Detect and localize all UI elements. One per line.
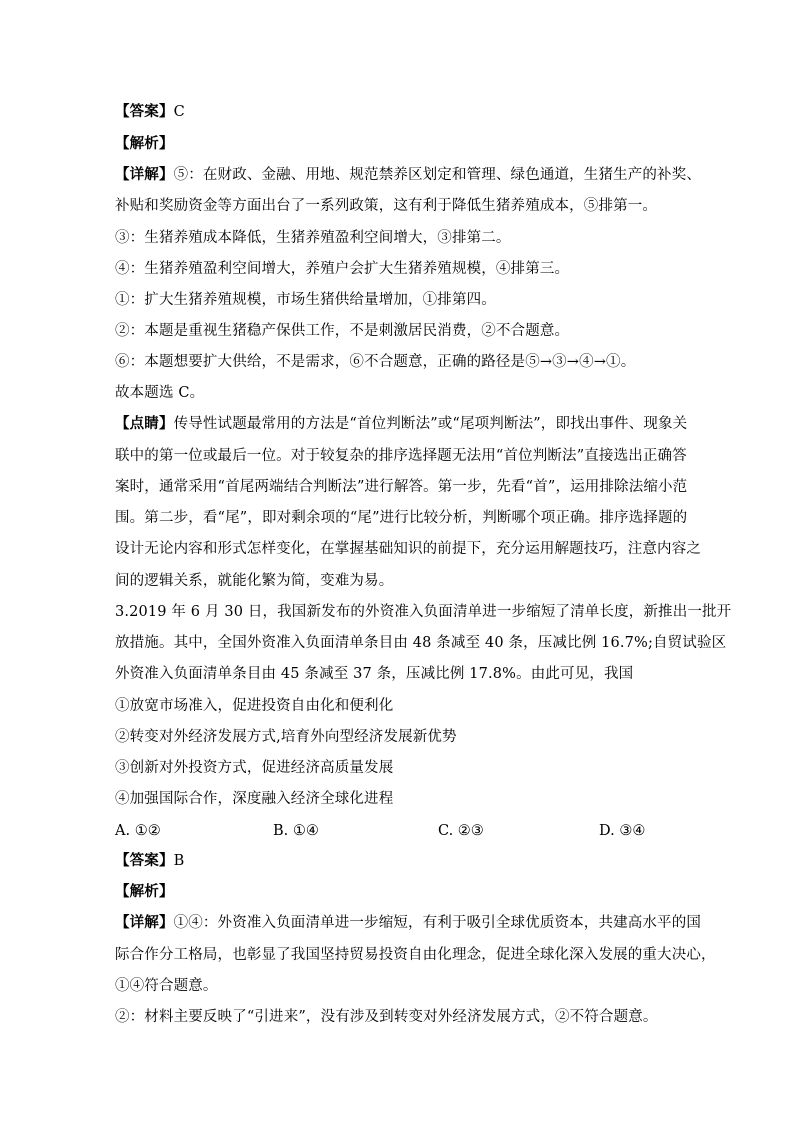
tip-line: 案时，通常采用“首尾两端结合判断法”进行解答。第一步，先看“首”，运用排除法缩小范 [115,479,688,495]
detail-tag: 【详解】 [115,166,174,183]
detail-line: ②：本题是重视生猪稳产保供工作，不是刺激居民消费，②不合题意。 [115,323,570,339]
answer-tag: 【答案】 [115,103,174,120]
detail-line: 际合作分工格局，也彰显了我国坚持贸易投资自由化理念，促进全球化深入发展的重大决心， [115,947,716,963]
detail-line: ②：材料主要反映了“引进来”，没有涉及到转变对外经济发展方式，②不符合题意。 [115,1009,658,1025]
detail-line: ④：生猪养殖盈利空间增大，养殖户会扩大生猪养殖规模，④排第三。 [115,261,570,277]
option-c: C. ②③ [438,823,484,839]
tip-line [115,414,687,434]
question-stem-line: 外资准入负面清单条目由 45 条减至 37 条，压减比例 17.8%。由此可见，我国 [115,666,634,682]
answer-value: C [173,104,185,120]
tip-line: 围。第二步，看“尾”，即对剩余项的“尾”进行比较分析，判断哪个项正确。排序选择题的 [115,510,688,526]
statement-item: ③创新对外投资方式，促进经济高质量发展 [115,760,394,776]
detail-text: ⑤：在财政、金融、用地、规范禁养区划定和管理、绿色通道，生猪生产的补奖、 [173,167,702,183]
detail-line: 补贴和奖励资金等方面出台了一系列政策，这有利于降低生猪养殖成本，⑤排第一。 [115,198,658,214]
detail-line: ③：生猪养殖成本降低，生猪养殖盈利空间增大，③排第二。 [115,230,511,246]
option-b: B. ①④ [273,823,319,839]
detail-line: ①④符合题意。 [115,978,218,994]
tip-line: 联中的第一位或最后一位。对于较复杂的排序选择题无法用“首位判断法”直接选出正确答 [115,448,687,464]
detail-line [115,165,701,185]
detail-tag: 【详解】 [115,914,174,931]
statement-item: ①放宽市场准入，促进投资自由化和便利化 [115,698,394,714]
answer-tag: 【答案】 [115,852,174,869]
statement-item: ②转变对外经济发展方式,培育外向型经济发展新优势 [115,729,457,745]
answer-line [115,102,185,122]
option-a: A. ①② [115,823,161,839]
answer-value: B [173,853,185,869]
tip-line: 设计无论内容和形式怎样变化，在掌握基础知识的前提下，充分运用解题技巧，注意内容之 [115,541,701,557]
detail-line: 故本题选 C。 [115,385,205,401]
statement-item: ④加强国际合作，深度融入经济全球化进程 [115,791,394,807]
detail-line: ⑥：本题想要扩大供给，不是需求，⑥不合题意，正确的路径是⑤→③→④→①。 [115,354,636,370]
detail-text: ①④：外资准入负面清单进一步缩短，有利于吸引全球优质资本，共建高水平的国 [173,915,702,931]
analysis-tag: 【解析】 [115,883,174,900]
detail-line: ①：扩大生猪养殖规模，市场生猪供给量增加，①排第四。 [115,292,496,308]
detail-line [115,913,701,933]
answer-line [115,851,184,871]
question-stem-line: 放措施。其中，全国外资准入负面清单条目由 48 条减至 40 条，压减比例 16.7%;自贸试验区 [115,635,727,651]
option-d: D. ③④ [599,823,646,839]
tip-tag: 【点睛】 [115,415,174,432]
tip-line: 间的逻辑关系，就能化繁为简，变难为易。 [115,573,394,589]
analysis-tag: 【解析】 [115,135,174,152]
question-stem-line: 3.2019 年 6 月 30 日，我国新发布的外资准入负面清单进一步缩短了清单长度，新推出一批开 [115,604,732,620]
tip-text: 传导性试题最常用的方法是“首位判断法”或“尾项判断法”，即找出事件、现象关 [173,416,688,432]
